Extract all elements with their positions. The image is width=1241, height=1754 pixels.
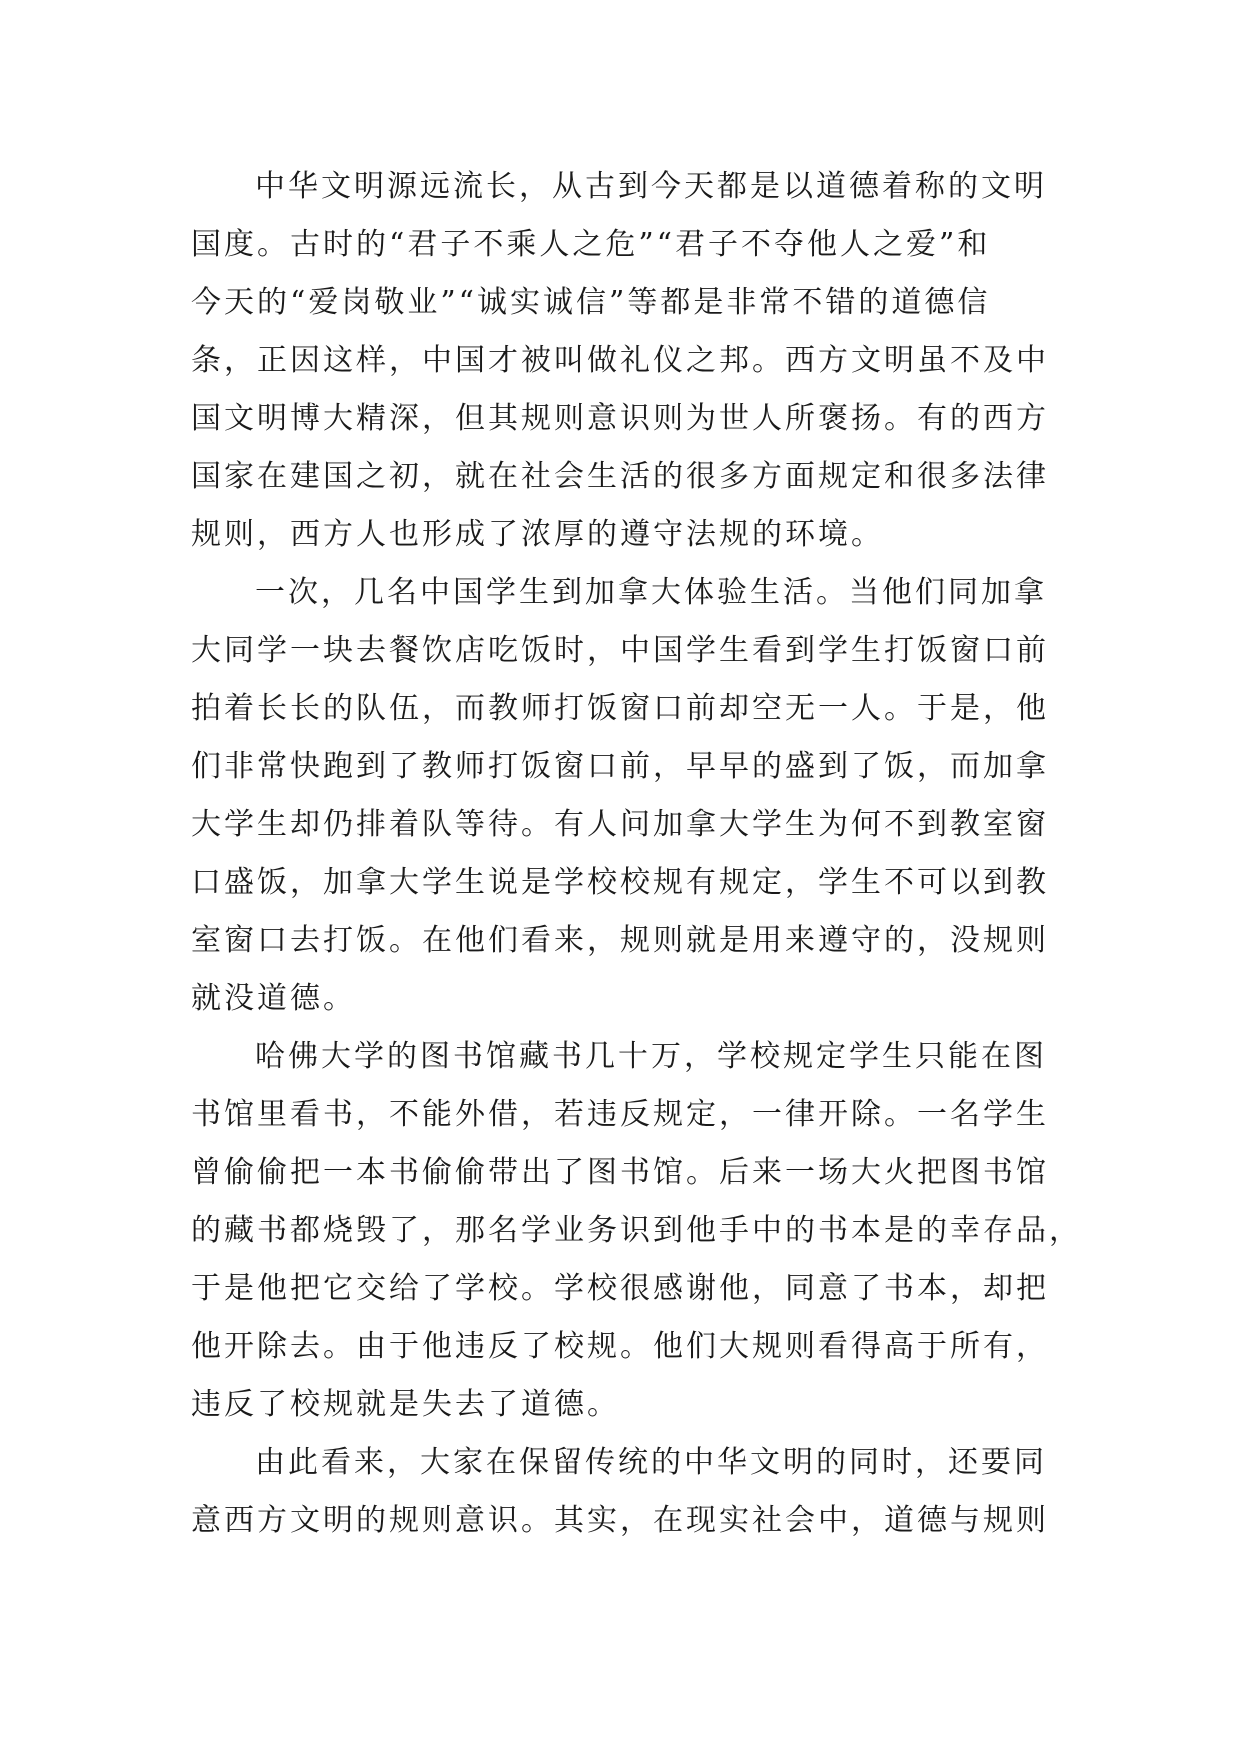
text-line: 国文明博大精深，但其规则意识则为世人所褒扬。有的西方	[191, 401, 1049, 436]
text-line: 规则，西方人也形成了浓厚的遵守法规的环境。	[191, 517, 884, 552]
text-line: 大同学一块去餐饮店吃饭时，中国学生看到学生打饭窗口前	[191, 633, 1049, 668]
text-line: 室窗口去打饭。在他们看来，规则就是用来遵守的，没规则	[191, 923, 1049, 958]
text-line: 哈佛大学的图书馆藏书几十万，学校规定学生只能在图	[255, 1039, 1047, 1074]
text-line: 一次，几名中国学生到加拿大体验生活。当他们同加拿	[255, 575, 1047, 610]
text-line: 违反了校规就是失去了道德。	[191, 1387, 620, 1422]
document-body	[191, 158, 1082, 1550]
text-line: 的藏书都烧毁了，那名学业务识到他手中的书本是的幸存品，	[191, 1213, 1082, 1248]
text-line: 大学生却仍排着队等待。有人问加拿大学生为何不到教室窗	[191, 807, 1049, 842]
text-line: 口盛饭，加拿大学生说是学校校规有规定，学生不可以到教	[191, 865, 1049, 900]
text-line: 们非常快跑到了教师打饭窗口前，早早的盛到了饭，而加拿	[191, 749, 1049, 784]
text-line: 由此看来，大家在保留传统的中华文明的同时，还要同	[255, 1445, 1047, 1480]
text-line: 意西方文明的规则意识。其实，在现实社会中，道德与规则	[191, 1503, 1049, 1538]
text-line: 中华文明源远流长，从古到今天都是以道德着称的文明	[255, 169, 1047, 204]
paragraph-1	[191, 158, 1047, 564]
paragraph-2	[191, 564, 1047, 1028]
text-line: 国度。古时的“君子不乘人之危”“君子不夺他人之爱”和	[191, 227, 991, 262]
text-line: 条，正因这样，中国才被叫做礼仪之邦。西方文明虽不及中	[191, 343, 1049, 378]
text-line: 曾偷偷把一本书偷偷带出了图书馆。后来一场大火把图书馆	[191, 1155, 1049, 1190]
paragraph-3	[191, 1028, 1082, 1434]
text-line: 拍着长长的队伍，而教师打饭窗口前却空无一人。于是，他	[191, 691, 1049, 726]
text-line: 他开除去。由于他违反了校规。他们大规则看得高于所有，	[191, 1329, 1049, 1364]
text-line: 就没道德。	[191, 981, 356, 1016]
text-line: 于是他把它交给了学校。学校很感谢他，同意了书本，却把	[191, 1271, 1049, 1306]
paragraph-4	[191, 1434, 1047, 1550]
text-line: 今天的“爱岗敬业”“诚实诚信”等都是非常不错的道德信	[191, 285, 991, 320]
text-line: 书馆里看书，不能外借，若违反规定，一律开除。一名学生	[191, 1097, 1049, 1132]
text-line: 国家在建国之初，就在社会生活的很多方面规定和很多法律	[191, 459, 1049, 494]
